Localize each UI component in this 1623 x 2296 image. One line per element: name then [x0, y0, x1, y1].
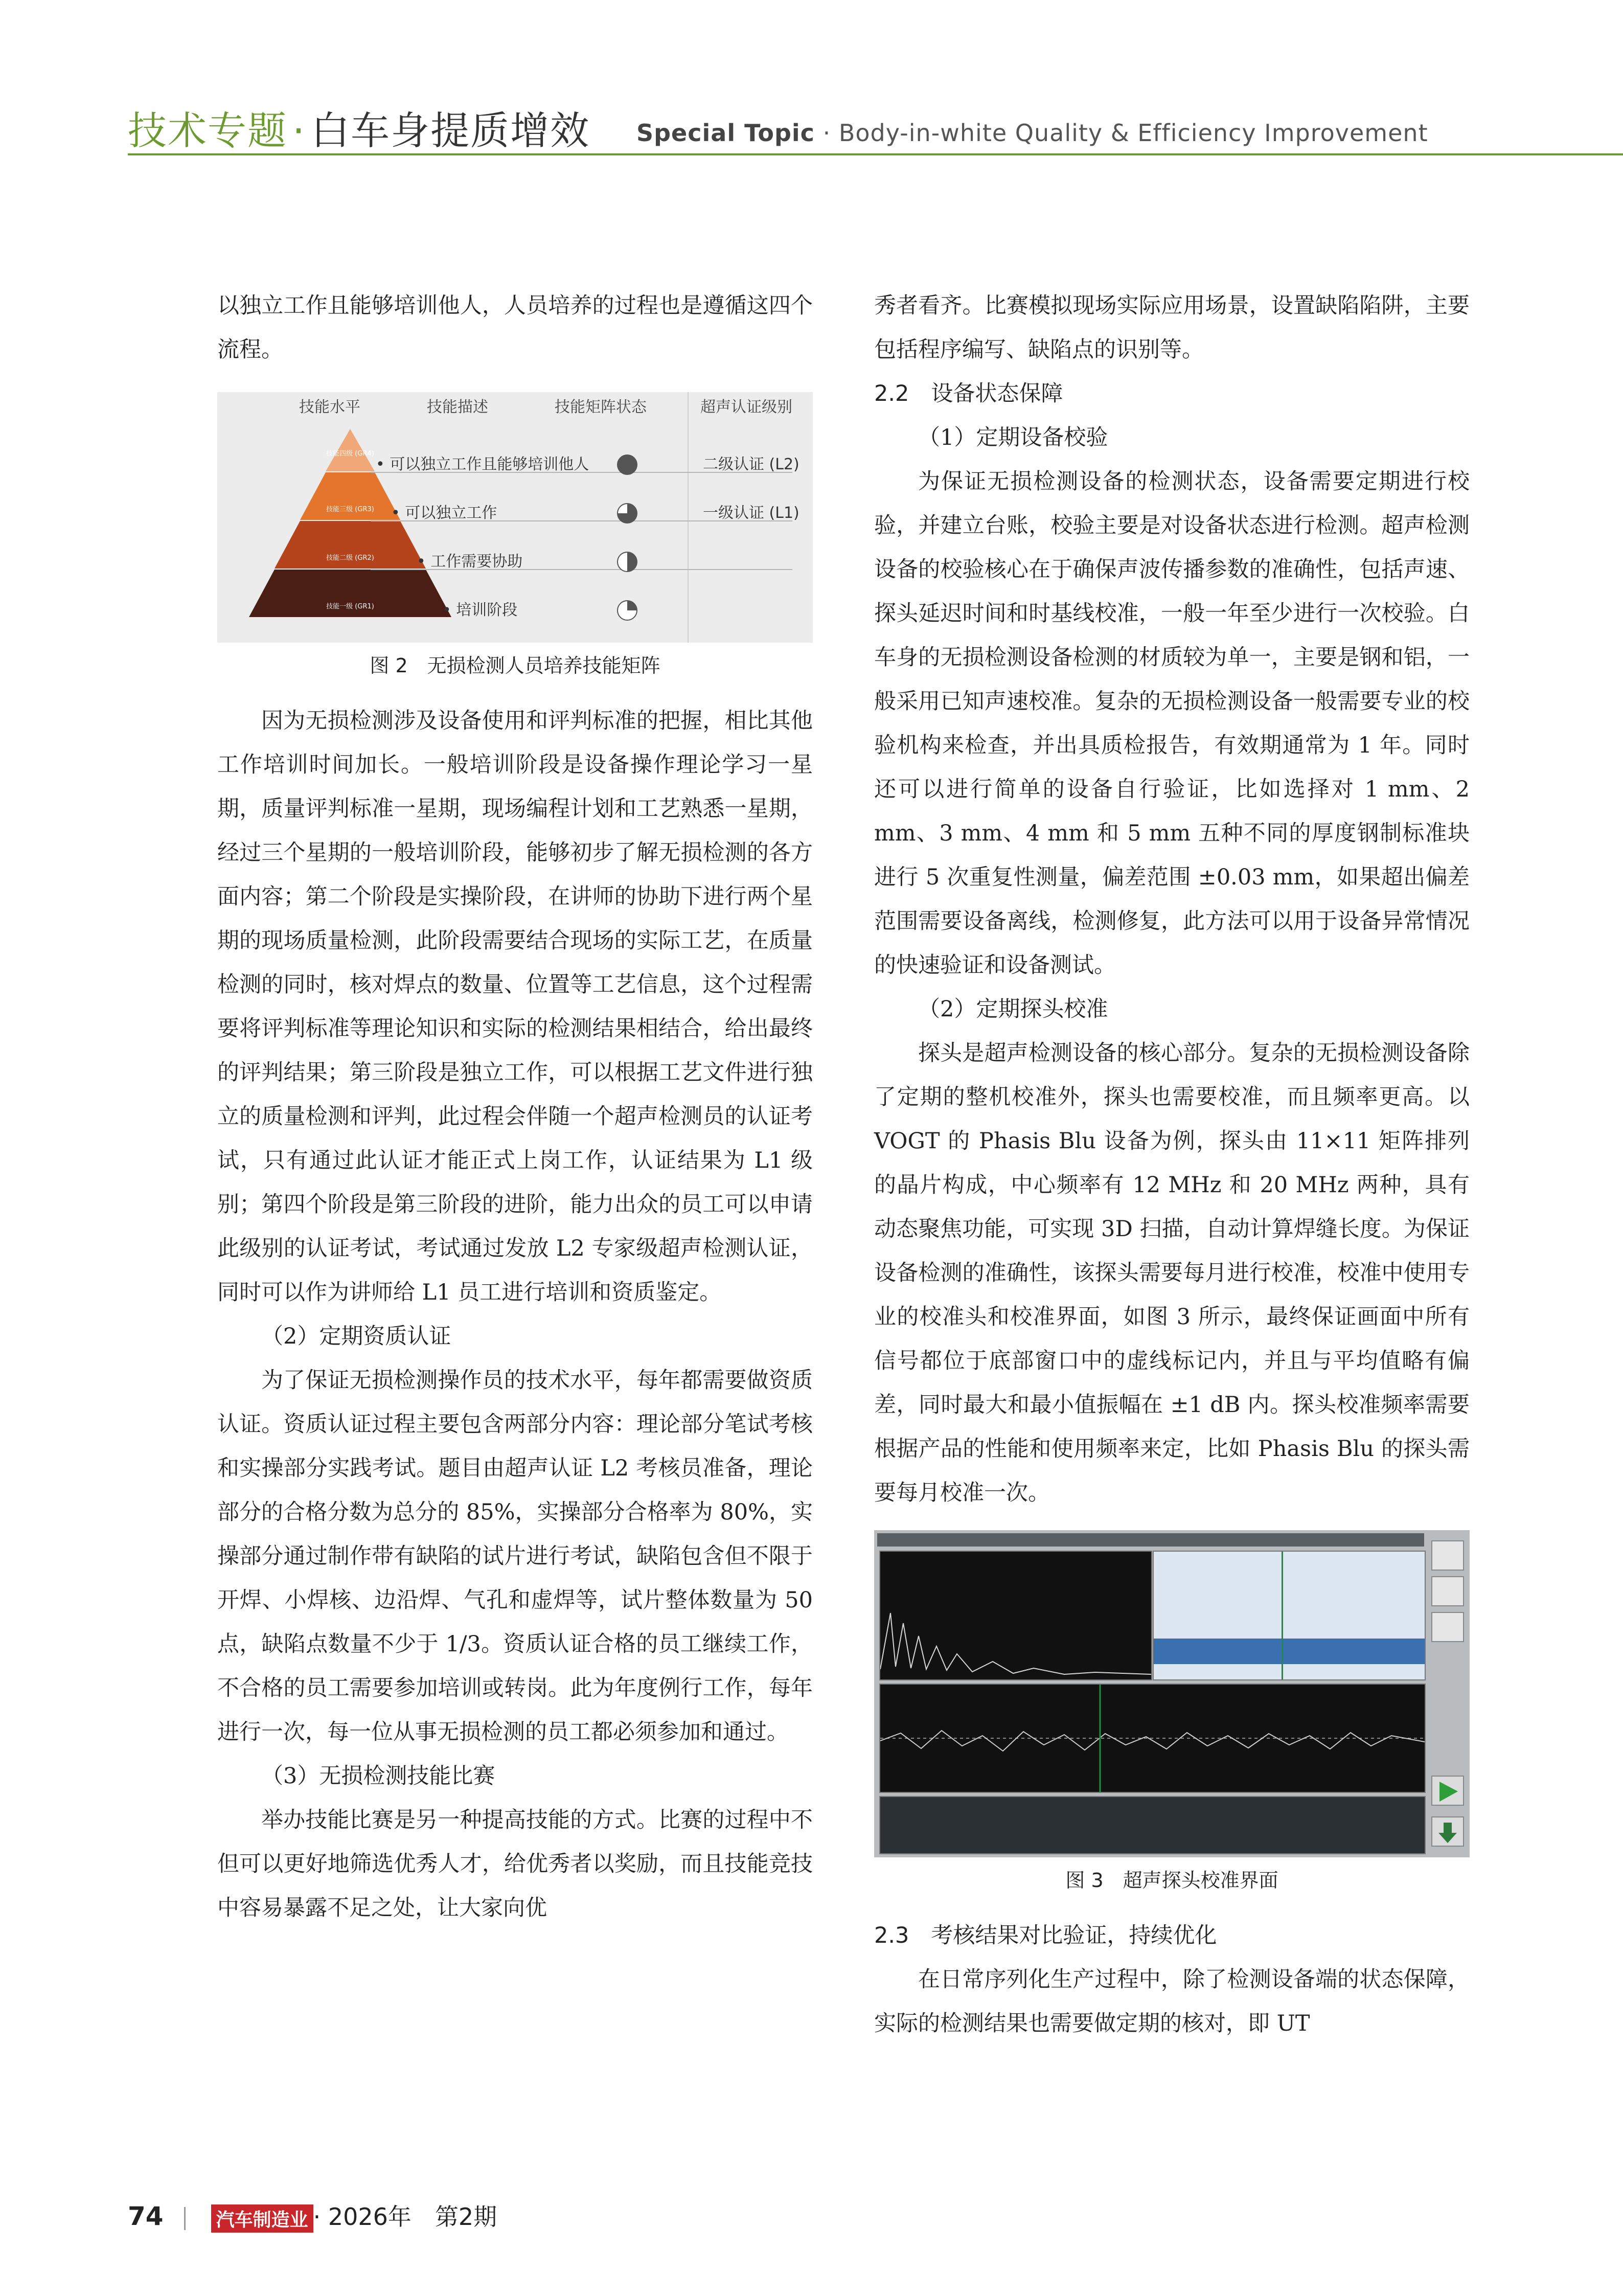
b-scan-panel — [879, 1684, 1426, 1793]
matrix-pie-half — [617, 552, 637, 572]
cert-level: 二级认证 (L2) — [703, 456, 799, 473]
window-titlebar — [877, 1533, 1424, 1547]
header-cert-level: 超声认证级别 — [700, 398, 792, 416]
cert-level: 一级认证 (L1) — [703, 504, 799, 522]
english-title-bold: Special Topic — [636, 119, 815, 147]
zoom-in-button[interactable] — [1431, 1576, 1464, 1606]
paragraph: 因为无损检测涉及设备使用和评判标准的把握，相比其他工作培训时间加长。一般培训阶段是设备操作理论学习一星期，质量评判标准一星期，现场编程计划和工艺熟悉一星期，经过三个星期的一般培训阶段，能够初步了解无损检测的各方面内容；第二个阶段是实操阶段，在讲师的协助下进行两个星期的现场质量检测，此阶段需要结合现场的实际工艺，在质量检测的同时，核对焊点的数量、位置等工艺信息，这个过程需要将评判标准等理论知识和实际的检测结果相结合，给出最终的评判结果；第三阶段是独立工作，可以根据工艺文件进行独立的质量检测和评判，此过程会伴随一个超声检测员的认证考试，只有通过此认证才能正式上岗工作，认证结果为 L1 级别；第四个阶段是第三阶段的进阶，能力出众的员工可以申请此级别的认证考试，考试通过发放 L2 专家级超声检测认证，同时可以作为讲师给 L1 员工进行培训和资质鉴定。 — [217, 708, 813, 1305]
page-footer — [128, 2198, 497, 2229]
subsection-heading: （2）定期探头校准 — [918, 996, 1108, 1022]
a-scan-waveform — [880, 1552, 1151, 1679]
b-scan-waveform — [880, 1685, 1425, 1792]
skill-desc: • 可以独立工作且能够培训他人 — [376, 456, 589, 473]
zoom-out-button[interactable] — [1431, 1612, 1464, 1642]
pyramid-label-1: 技能一级 (GR1) — [326, 603, 374, 610]
matrix-pie-three-quarter — [617, 503, 637, 524]
left-column — [217, 284, 813, 1930]
section-title — [128, 100, 590, 155]
english-title-rest: · Body-in-white Quality & Efficiency Improvement — [814, 119, 1428, 147]
english-title — [636, 119, 1428, 147]
skill-matrix-figure — [217, 392, 813, 643]
page-number: 74 — [128, 2201, 164, 2231]
header-skill-level: 技能水平 — [299, 398, 360, 416]
status-panel — [879, 1796, 1426, 1854]
issue-info: · 2026年 第2期 — [313, 2203, 497, 2231]
paragraph: 秀者看齐。比赛模拟现场实际应用场景，设置缺陷陷阱，主要包括程序编写、缺陷点的识别等。 — [874, 293, 1470, 362]
header-skill-desc: 技能描述 — [427, 398, 488, 416]
topic-subtitle: 白车身提质增效 — [311, 108, 590, 153]
pyramid-label-4: 技能四级 (GR4) — [326, 450, 374, 458]
skill-desc: • 培训阶段 — [442, 601, 518, 619]
probe-calibration-screenshot — [874, 1530, 1470, 1857]
probe-toolbar-button[interactable] — [1431, 1540, 1464, 1571]
header-matrix-state: 技能矩阵状态 — [555, 398, 647, 416]
paragraph: 为了保证无损检测操作员的技术水平，每年都需要做资质认证。资质认证过程主要包含两部分内容：理论部分笔试考核和实操部分实践考试。题目由超声认证 L2 考核员准备，理论部分的合格分数为总分的 85%，实操部分合格率为 80%，实操部分通过制作带有缺陷的试片进行考试，缺陷包含但不限于开焊、小焊核、边沿焊、气孔和虚焊等，试片整体数量为 50 点，缺陷点数量不少于 1/3。资质认证合格的员工继续工作，不合格的员工需要参加培训或转岗。此为年度例行工作，每年进行一次，每一位从事无损检测的员工都必须参加和通过。 — [217, 1368, 813, 1745]
matrix-pie-quarter — [617, 600, 637, 621]
figure-caption: 图 2 无损检测人员培养技能矩阵 — [370, 654, 660, 677]
header-rule — [128, 153, 1623, 155]
paragraph: 举办技能比赛是另一种提高技能的方式。比赛的过程中不但可以更好地筛选优秀人才，给优秀者以奖励，而且技能竞技中容易暴露不足之处，让大家向优 — [217, 1807, 813, 1921]
magazine-logo: 汽车制造业 — [211, 2204, 313, 2233]
pyramid-label-2: 技能二级 (GR2) — [326, 554, 374, 562]
section-heading: 2.2 设备状态保障 — [874, 381, 1063, 406]
play-button[interactable] — [1431, 1776, 1464, 1806]
section-heading: 2.3 考核结果对比验证，持续优化 — [874, 1923, 1217, 1948]
play-icon — [1432, 1778, 1463, 1806]
matrix-pie-full — [617, 454, 637, 475]
paragraph: 探头是超声检测设备的核心部分。复杂的无损检测设备除了定期的整机校准外，探头也需要校准，而且频率更高。以 VOGT 的 Phasis Blu 设备为例，探头由 11×11 矩阵排列的晶片构成，中心频率有 12 MHz 和 20 MHz 两种，具有动态聚焦功能，可实现 3D 扫描，自动计算焊缝长度。为保证设备检测的准确性，该探头需要每月进行校准，校准中使用专业的校准头和校准界面，如图 3 所示，最终保证画面中所有信号都位于底部窗口中的虚线标记内，并且与平均值略有偏差，同时最大和最小值振幅在 ±1 dB 内。探头校准频率需要根据产品的性能和使用频率来定，比如 Phasis Blu 的探头需要每月校准一次。 — [874, 1040, 1470, 1506]
subsection-heading: （3）无损检测技能比赛 — [261, 1763, 495, 1789]
subsection-heading: （1）定期设备校验 — [918, 425, 1108, 450]
figure-caption: 图 3 超声探头校准界面 — [1065, 1869, 1278, 1892]
skill-desc: • 工作需要协助 — [417, 553, 523, 571]
title-dot: · — [292, 108, 306, 153]
a-scan-panel — [879, 1551, 1152, 1680]
subsection-heading: （2）定期资质认证 — [261, 1324, 451, 1349]
paragraph: 以独立工作且能够培训他人，人员培养的过程也是遵循这四个流程。 — [217, 293, 813, 362]
topic-label: 技术专题 — [128, 108, 287, 153]
skill-desc: • 可以独立工作 — [391, 504, 497, 522]
c-scan-cursor — [1282, 1552, 1283, 1679]
c-scan-band — [1154, 1639, 1425, 1664]
footer-separator — [184, 2207, 186, 2230]
pyramid-label-3: 技能三级 (GR3) — [326, 506, 374, 513]
download-icon — [1432, 1818, 1463, 1847]
right-column — [874, 284, 1470, 2045]
page-header — [128, 100, 1623, 156]
export-button[interactable] — [1431, 1816, 1464, 1847]
paragraph: 在日常序列化生产过程中，除了检测设备端的状态保障，实际的检测结果也需要做定期的核对，即 UT — [874, 1967, 1470, 2036]
paragraph: 为保证无损检测设备的检测状态，设备需要定期进行校验，并建立台账，校验主要是对设备状态进行检测。超声检测设备的校验核心在于确保声波传播参数的准确性，包括声速、探头延迟时间和时基线校准，一般一年至少进行一次校验。白车身的无损检测设备检测的材质较为单一，主要是钢和铝，一般采用已知声速校准。复杂的无损检测设备一般需要专业的校验机构来检查，并出具质检报告，有效期通常为 1 年。同时还可以进行简单的设备自行验证，比如选择对 1 mm、2 mm、3 mm、4 mm 和 5 mm 五种不同的厚度钢制标准块进行 5 次重复性测量，偏差范围 ±0.03 mm，如果超出偏差范围需要设备离线，检测修复，此方法可以用于设备异常情况的快速验证和设备测试。 — [874, 469, 1470, 978]
c-scan-panel — [1153, 1551, 1426, 1680]
